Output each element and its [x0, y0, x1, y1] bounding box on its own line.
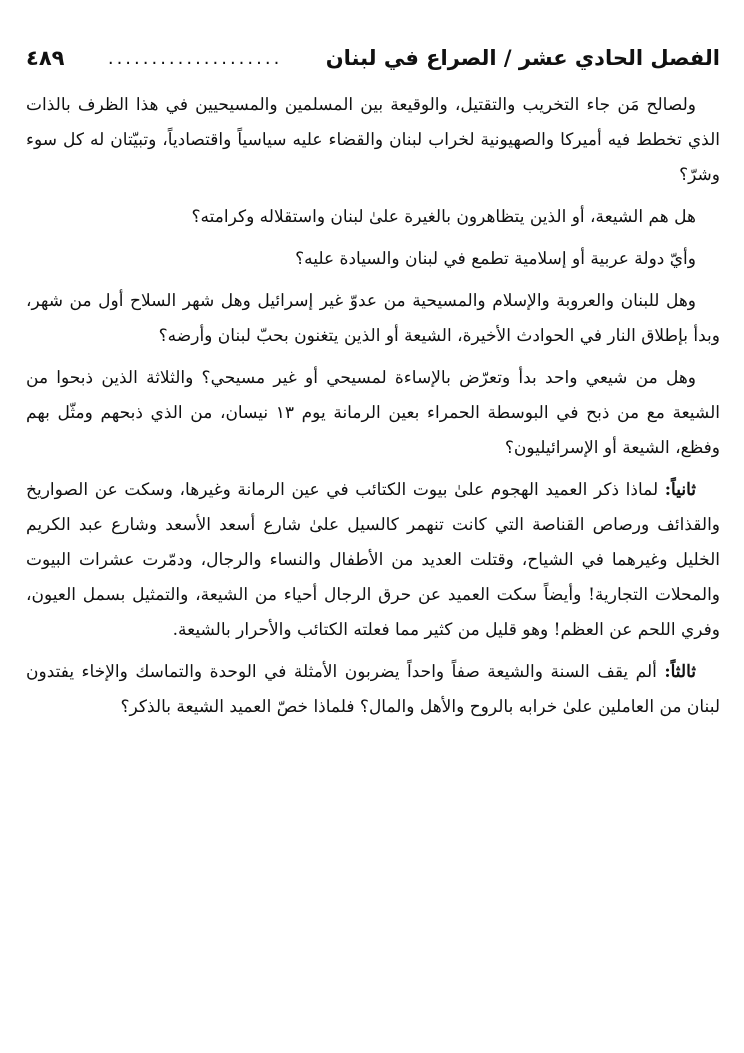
- paragraph-text: وأيّ دولة عربية أو إسلامية تطمع في لبنان والسيادة عليه؟: [295, 249, 696, 269]
- paragraph: [26, 655, 720, 725]
- leader-dots: ....................: [107, 47, 283, 69]
- paragraph-lead: ثانياً:: [664, 480, 696, 500]
- paragraph-text: ولصالح مَن جاء التخريب والتقتيل، والوقيعة بين المسلمين والمسيحيين في هذا الظرف بالذات الذي تخطط فيه أميركا والصهيونية لخراب لبنان والقضاء عليه سياسياً واقتصادياً، وتبيّتان له كل سوء وشرّ؟: [26, 95, 720, 185]
- chapter-title: الفصل الحادي عشر / الصراع في لبنان: [325, 46, 720, 70]
- paragraph-text: وهل من شيعي واحد بدأ وتعرّض بالإساءة لمسيحي أو غير مسيحي؟ والثلاثة الذين ذبحوا من الشيعة مع من ذبح في البوسطة الحمراء بعين الرمانة يوم ١٣ نيسان، من الذي ذبحهم ومثّل بهم وفظع، الشيعة أو الإسرائيليون؟: [26, 368, 720, 458]
- paragraph-text: هل هم الشيعة، أو الذين يتظاهرون بالغيرة علىٰ لبنان واستقلاله وكرامته؟: [191, 207, 696, 227]
- page-number: ٤٨٩: [26, 46, 65, 70]
- paragraph-text: وهل للبنان والعروبة والإسلام والمسيحية من عدوّ غير إسرائيل وهل شهر السلاح أول من شهر، وبدأ بإطلاق النار في الحوادث الأخيرة، الشيعة أو الذين يتغنون بحبّ لبنان وأرضه؟: [26, 291, 720, 346]
- running-header: [26, 38, 720, 78]
- paragraph: [26, 200, 720, 235]
- paragraph-text: ألم يقف السنة والشيعة صفاً واحداً يضربون الأمثلة في الوحدة والتماسك والإخاء يفتدون لبنان من العاملين علىٰ خرابه بالروح والأهل والمال؟ فلماذا خصّ العميد الشيعة بالذكر؟: [26, 662, 720, 717]
- paragraph: [26, 88, 720, 193]
- paragraph: [26, 361, 720, 466]
- paragraph-text: لماذا ذكر العميد الهجوم علىٰ بيوت الكتائب في عين الرمانة وغيرها، وسكت عن الصواريخ والقذائف ورصاص القناصة التي كانت تنهمر كالسيل علىٰ شارع أسعد الأسعد وشارع عبد الكريم الخليل وغيرهما في الشياح، وقتلت العديد من الأطفال والنساء والرجال، ودمّرت عشرات البيوت والمحلات التجارية! وأيضاً سكت العميد عن حرق الرجال أحياء من الشيعة، والتمثيل بسمل العيون، وفري اللحم عن العظم! وهو قليل من كثير مما فعلته الكتائب والأحرار بالشيعة.: [26, 480, 720, 640]
- book-page: [26, 38, 720, 732]
- paragraph: [26, 473, 720, 648]
- paragraph: [26, 284, 720, 354]
- paragraph: [26, 242, 720, 277]
- paragraph-lead: ثالثاً:: [664, 662, 696, 682]
